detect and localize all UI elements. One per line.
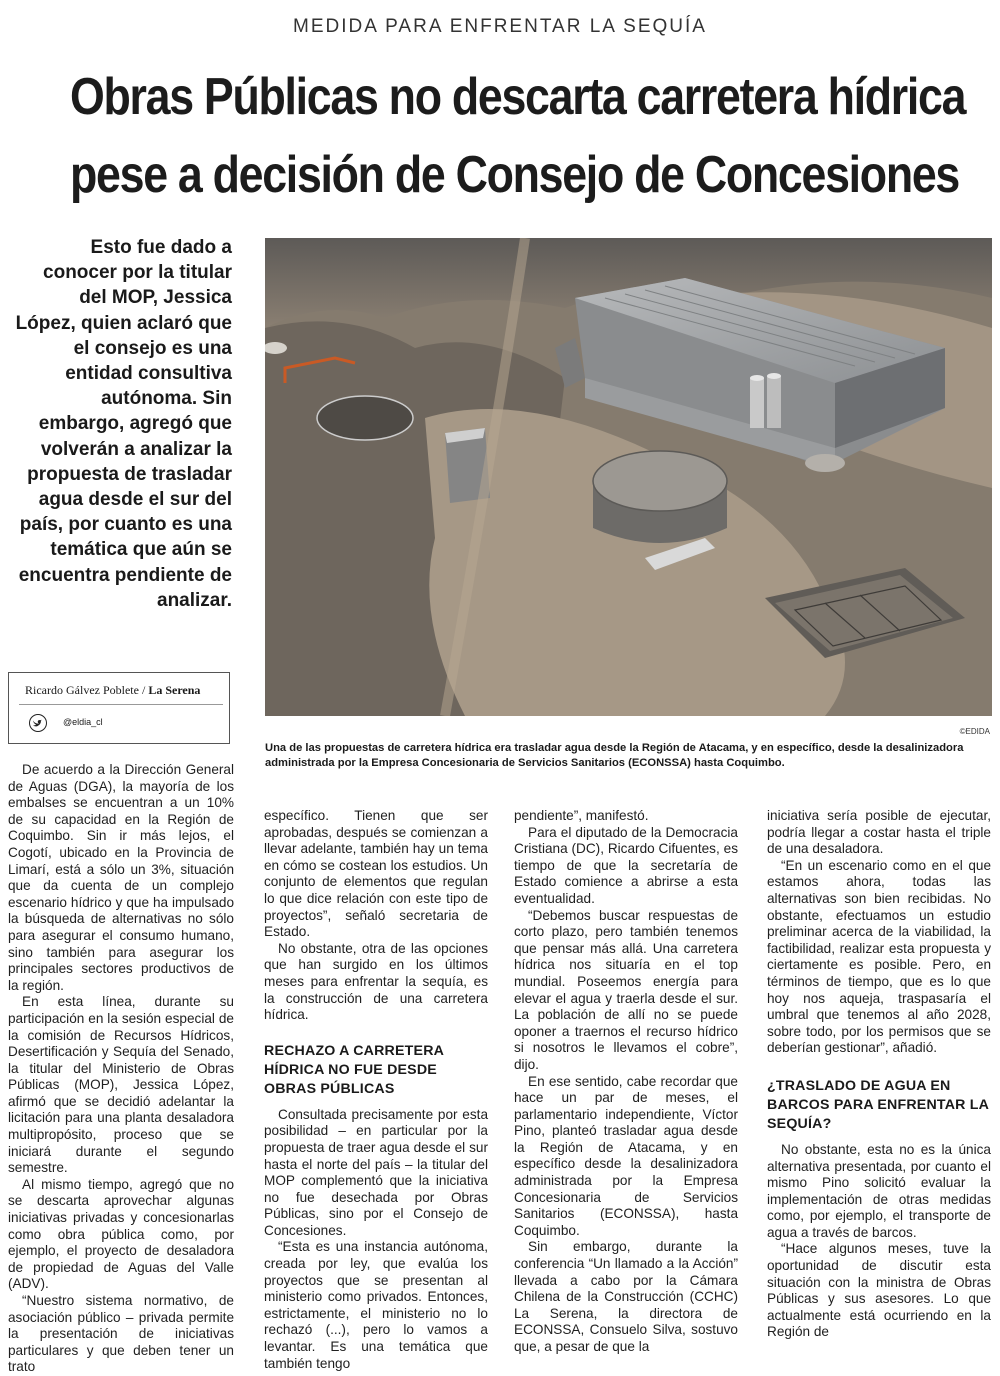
paragraph: De acuerdo a la Dirección General de Aguas (DGA), la mayoría de los embalses se encuentran a un 10% de su capacidad en la Región de Coquimbo. Sin ir más lejos, el Cogotí, ubicado en la Provincia de Limarí, está a sólo un 3%, situación que da cuenta de un complejo escenario hídrico y que ha impulsado la búsqueda de alternativas no sólo para asegurar el consumo humano, sino también para asegurar los principales sectores productivos de la región.: [8, 762, 234, 993]
byline-separator: /: [141, 683, 146, 697]
byline-location: La Serena: [148, 683, 201, 697]
paragraph: “En un escenario como en el que estamos ahora, todas las alternativas son bien recibidas. No obstante, efectuamos un estudio preliminar acerca de la viabilidad, la factibilidad, realizar esta propuesta y ciertamente es posible. Pero, en términos de tiempo, que es lo que hoy nos aqueja, traspasaría el umbral que tenemos al año 2028, sobre todo, por los permisos que se deberían gestionar”, añadió.: [767, 857, 991, 1056]
paragraph: En ese sentido, cabe recordar que hace un par de meses, el parlamentario independiente, Víctor Pino, planteó trasladar agua desde la Región de Atacama, y en específico desde la desalinizadora administrada por la Empresa Concesionaria de Servicios Sanitarios (ECONSSA), hasta Coquimbo.: [514, 1073, 738, 1238]
photo-credit: ©EDIDA: [959, 727, 990, 736]
paragraph: No obstante, esta no es la única alternativa presentada, por cuanto el mismo Pino solicitó evaluar la implementación de otras medidas como, por ejemplo, el transporte de agua a través de barcos.: [767, 1141, 991, 1240]
byline-author: Ricardo Gálvez Poblete: [25, 683, 139, 697]
desalination-plant-photo: [265, 238, 992, 716]
paragraph: Al mismo tiempo, agregó que no se descarta aprovechar algunas iniciativas privadas y concesionarlas como obra pública como, por ejemplo, el proyecto de desaladora de propiedad de Aguas del Valle (ADV).: [8, 1176, 234, 1292]
body-column-1: [8, 762, 234, 1376]
byline: [25, 683, 200, 698]
paragraph: En esta línea, durante su participación en la sesión especial de la comisión de Recursos Hídricos, Desertificación y Sequía del Senado, la titular del Ministerio de Obras Públicas (MOP), Jessica López, afirmó que se decidió adelantar la licitación para una planta desaladora multipropósito, proceso que se iniciará durante el segundo semestre.: [8, 994, 234, 1176]
headline: [0, 58, 1000, 214]
paragraph: específico. Tienen que ser aprobadas, después se comienzan a llevar adelante, también hay un tema en cómo se costean los estudios. Un conjunto de elementos que regulan lo que dice relación con este tipo de proyectos”, señaló secretaria de Estado.: [264, 808, 488, 940]
twitter-icon: [29, 714, 47, 732]
paragraph: No obstante, otra de las opciones que han surgido en los últimos meses para enfrentar la sequía, es la construcción de una carretera hídrica.: [264, 940, 488, 1023]
headline-line-1: Obras Públicas no descarta carretera hídrica: [70, 68, 966, 126]
paragraph: “Debemos buscar respuestas de corto plazo, pero también tenemos que pensar más allá. Una carretera hídrica nos situaría en el top mundial. Poseemos energía para elevar el agua y traerla desde el sur. La población de allí no se puede oponer a traernos el recurso hídrico si nosotros le llevamos el cobre”, dijo.: [514, 907, 738, 1072]
byline-box: [8, 672, 230, 744]
lead-paragraph: Esto fue dado a conocer por la titular del MOP, Jessica López, quien aclaró que el consejo es una entidad consultiva autónoma. Sin embargo, agregó que volverán a analizar la propuesta de trasladar agua desde el sur del país, por cuanto es una temática que aún se encuentra pendiente de analizar.: [15, 237, 232, 611]
body-column-2: [264, 808, 488, 1372]
headline-line-2: pese a decisión de Consejo de Concesiones: [70, 146, 960, 204]
paragraph: pendiente”, manifestó.: [514, 808, 649, 823]
photo-caption: Una de las propuestas de carretera hídrica era trasladar agua desde la Región de Atacama, y en específico, desde la desalinizadora administrada por la Empresa Concesionaria de Servicios Sanitarios (ECONSSA) hasta Coquimbo.: [265, 742, 964, 769]
twitter-handle[interactable]: @eldia_cl: [63, 717, 103, 727]
body-column-4: [767, 808, 991, 1341]
subheading: ¿TRASLADO DE AGUA EN BARCOS PARA ENFRENTAR LA SEQUÍA?: [767, 1077, 989, 1132]
paragraph: “Esta es una instancia autónoma, creada por ley, que evalúa los proyectos que se presentan al ministerio como privados. Entonces, estrictamente, el ministerio no lo rechazó (...), pero lo vamos a levantar. Es una temática que también tengo: [264, 1239, 488, 1371]
paragraph: Para el diputado de la Democracia Cristiana (DC), Ricardo Cifuentes, es tiempo de que la secretaría de Estado comience a abrirse a esta eventualidad.: [514, 824, 738, 906]
body-column-3: [514, 808, 738, 1356]
paragraph: iniciativa sería posible de ejecutar, podría llegar a costar hasta el triple de una desaladora.: [767, 808, 991, 857]
paragraph: Sin embargo, durante la conferencia “Un llamado a la Acción” llevada a cabo por la Cámara Chilena de la Construcción (CCHC) La Serena, la directora de ECONSSA, Consuelo Silva, sostuvo que, a pesar de que la: [514, 1239, 738, 1354]
subheading: RECHAZO A CARRETERA HÍDRICA NO FUE DESDE OBRAS PÚBLICAS: [264, 1042, 444, 1097]
paragraph: “Hace algunos meses, tuve la oportunidad de discutir esta situación con la ministra de Obras Públicas y sus asesores. Lo que actualmente está ocurriendo en la Región de: [767, 1241, 991, 1340]
paragraph: “Nuestro sistema normativo, de asociación público – privada permite la presentación de iniciativas particulares y que deben tener un trato: [8, 1293, 234, 1375]
paragraph: Consultada precisamente por esta posibilidad – en particular por la propuesta de traer agua desde el sur hasta el norte del país – la titular del MOP complementó que la iniciativa no fue desechada por Obras Públicas, sino por el Consejo de Concesiones.: [264, 1106, 488, 1238]
section-kicker: MEDIDA PARA ENFRENTAR LA SEQUÍA: [293, 16, 707, 37]
byline-divider: [19, 704, 223, 705]
